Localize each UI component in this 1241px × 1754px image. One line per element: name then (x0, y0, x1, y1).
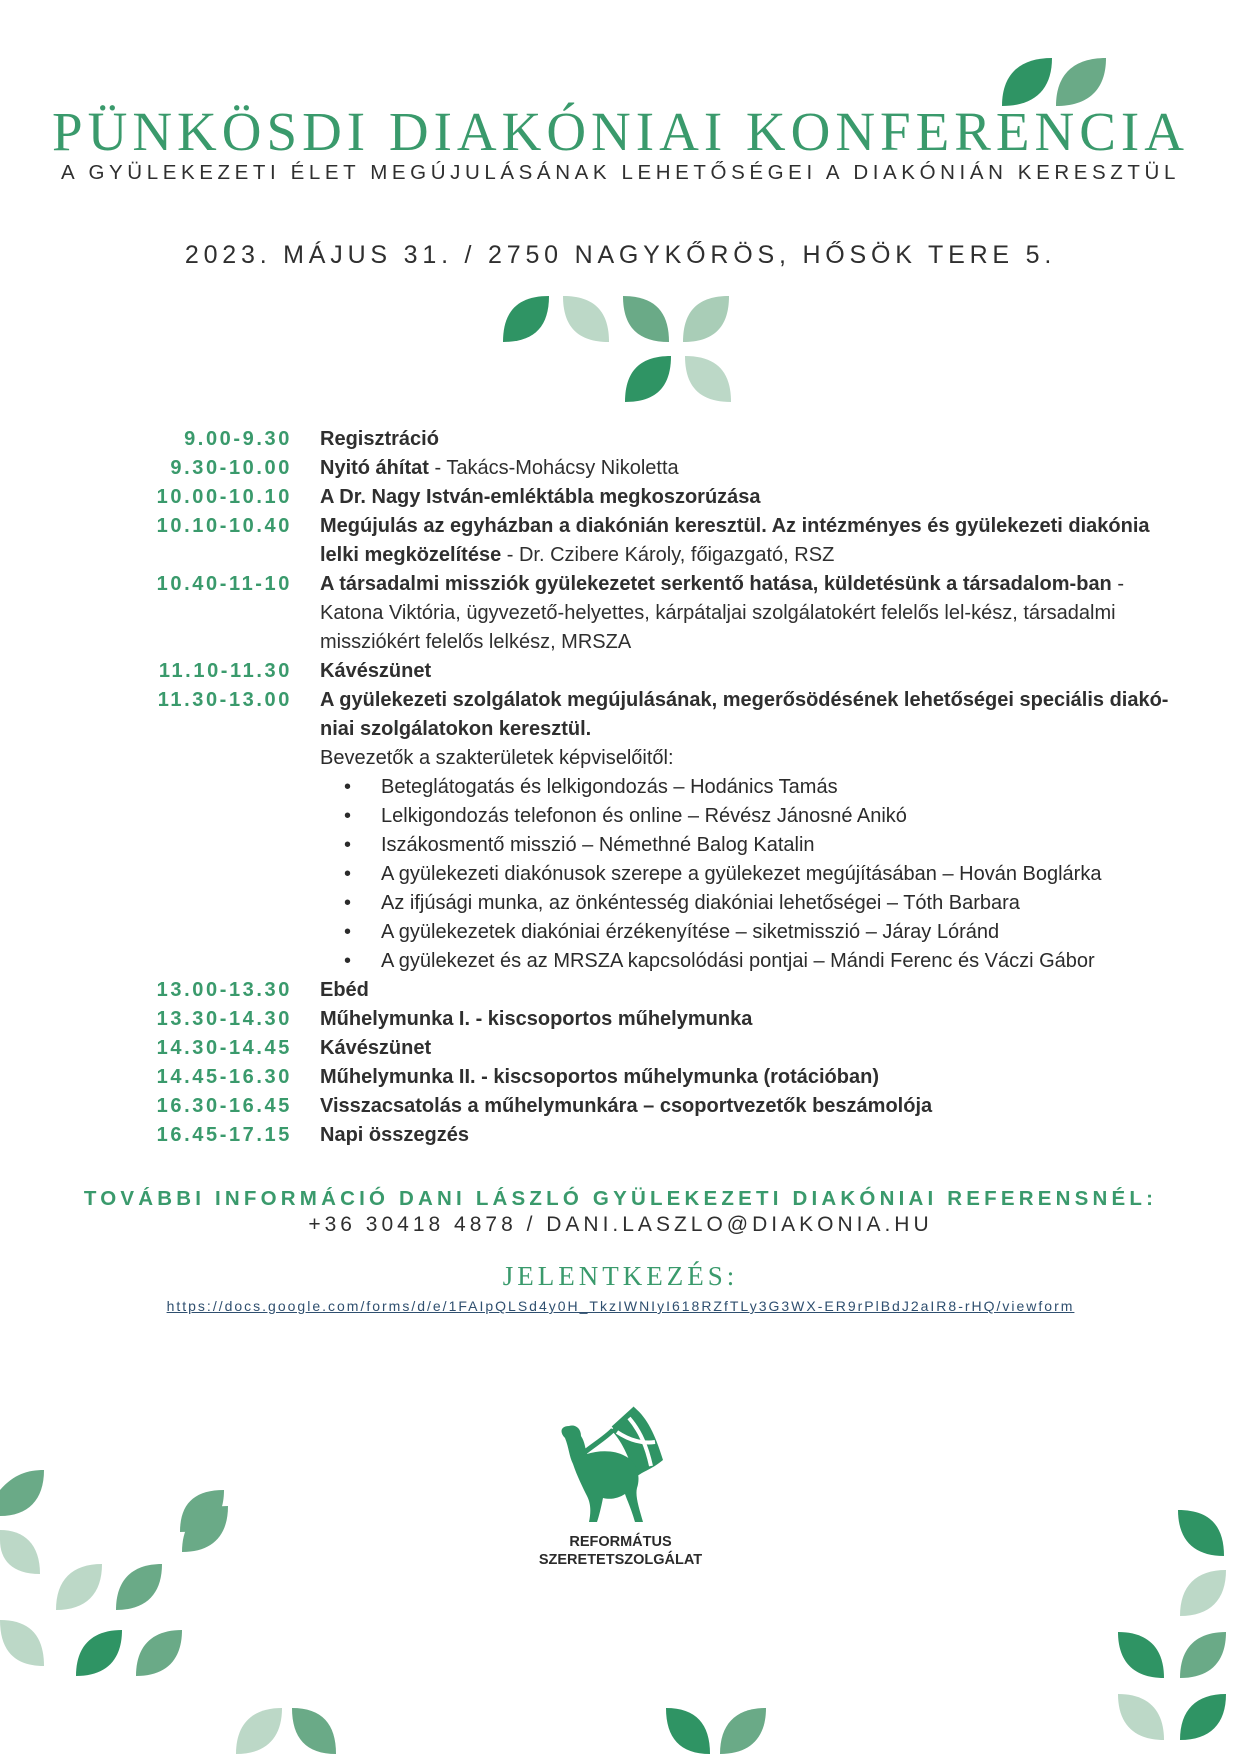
schedule-row (130, 657, 1180, 686)
session-speaker: - Takács-Mohácsy Nikoletta (428, 457, 679, 479)
schedule-row (130, 425, 1180, 454)
schedule-time: 13.00-13.30 (156, 979, 292, 1001)
org-name-line1: REFORMÁTUS (569, 1534, 672, 1550)
intro-text: Bevezetők a szakterületek képviselőitől: (320, 747, 674, 769)
schedule-description (292, 976, 1180, 1005)
registration-label: JELENTKEZÉS: (502, 1261, 739, 1291)
schedule-time: 10.00-10.10 (156, 486, 292, 508)
schedule-description (292, 483, 1180, 512)
schedule-description (292, 1092, 1180, 1121)
session-title: Napi összegzés (320, 1124, 469, 1146)
list-item (130, 802, 1180, 831)
info-heading: TOVÁBBI INFORMÁCIÓ DANI LÁSZLÓ GYÜLEKEZETI DIAKÓNIAI REFERENSNÉL: (83, 1187, 1158, 1210)
list-item (130, 831, 1180, 860)
session-title: A gyülekezeti szolgálatok megújulásának, megerősödésének lehetőségei speciális diakó-niai szolgálatokon keresztül. (320, 689, 1169, 740)
schedule-time: 14.45-16.30 (156, 1066, 292, 1088)
bullet-icon: • (344, 863, 352, 885)
schedule-time: 9.00-9.30 (184, 428, 292, 450)
program-schedule (130, 425, 1180, 1150)
list-item (130, 947, 1180, 976)
schedule-row (130, 976, 1180, 1005)
list-item-text: A gyülekezeti diakónusok szerepe a gyülekezet megújításában – Hován Boglárka (381, 863, 1102, 885)
registration-link[interactable]: https://docs.google.com/forms/d/e/1FAIpQLSd4y0H_TkzIWNIyI618RZfTLy3G3WX-ER9rPlBdJ2aIR8-rHQ/viewform (166, 1298, 1075, 1314)
list-item (130, 889, 1180, 918)
contact-line: +36 30418 4878 / DANI.LASZLO@DIAKONIA.HU (308, 1213, 933, 1236)
schedule-time: 11.10-11.30 (158, 660, 292, 682)
schedule-row (130, 454, 1180, 483)
schedule-row (130, 483, 1180, 512)
schedule-description (292, 454, 1180, 483)
schedule-time: 10.10-10.40 (156, 515, 292, 537)
session-title: A Dr. Nagy István-emléktábla megkoszorúzása (320, 486, 761, 508)
leaf-decoration-bottom-right (1118, 1510, 1241, 1754)
schedule-time: 16.30-16.45 (156, 1095, 292, 1117)
schedule-row (130, 570, 1180, 657)
schedule-row (130, 1121, 1180, 1150)
session-speaker: - Dr. Czibere Károly, főigazgató, RSZ (501, 544, 835, 566)
list-item-text: A gyülekezet és az MRSZA kapcsolódási pontjai – Mándi Ferenc és Váczi Gábor (381, 950, 1095, 972)
schedule-row (130, 1034, 1180, 1063)
lamb-with-flag-logo (555, 1404, 685, 1530)
date-location: 2023. MÁJUS 31. / 2750 NAGYKŐRÖS, HŐSÖK TERE 5. (184, 241, 1057, 269)
session-speaker: - Katona Viktória, ügyvezető-helyettes, kárpátaljai szolgálatokért felelős lel-kész, társadalmi missziókért felelős lelkész, MRSZA (320, 573, 1124, 653)
session-title: Visszacsatolás a műhelymunkára – csoportvezetők beszámolója (320, 1095, 933, 1117)
schedule-time: 14.30-14.45 (156, 1037, 292, 1059)
list-item (130, 918, 1180, 947)
schedule-description (292, 1005, 1180, 1034)
schedule-time: 13.30-14.30 (156, 1008, 292, 1030)
list-item (130, 773, 1180, 802)
org-name-line2: SZERETETSZOLGÁLAT (538, 1552, 703, 1568)
schedule-description (292, 570, 1180, 657)
session-title: Ebéd (320, 979, 369, 1001)
session-title: Műhelymunka I. - kiscsoportos műhelymunka (320, 1008, 753, 1030)
schedule-row (130, 686, 1180, 744)
list-item (130, 860, 1180, 889)
bullet-icon: • (344, 776, 352, 798)
schedule-row (130, 1005, 1180, 1034)
session-title: A társadalmi missziók gyülekezetet serkentő hatása, küldetésünk a társadalom-ban (320, 573, 1112, 595)
schedule-time: 11.30-13.00 (157, 689, 292, 711)
session-title: Kávészünet (320, 660, 432, 682)
schedule-row (130, 1063, 1180, 1092)
list-item-text: Beteglátogatás és lelkigondozás – Hodánics Tamás (381, 776, 838, 798)
bullet-icon: • (344, 805, 352, 827)
session-title: Műhelymunka II. - kiscsoportos műhelymunka (rotációban) (320, 1066, 879, 1088)
leaf-decoration-center (503, 296, 733, 402)
session-title: Megújulás az egyházban a diakónián keresztül. Az intézményes és gyülekezeti diakónia lelki megközelítése (320, 515, 1150, 566)
schedule-time: 10.40-11-10 (156, 573, 292, 595)
schedule-description (292, 686, 1180, 744)
page-title: PÜNKÖSDI DIAKÓNIAI KONFERENCIA (52, 101, 1189, 162)
leaf-decoration-bottom-center (236, 1700, 776, 1754)
bullet-icon: • (344, 921, 352, 943)
schedule-description (292, 512, 1180, 570)
schedule-description (292, 425, 1180, 454)
list-item-text: Iszákosmentő misszió – Némethné Balog Katalin (381, 834, 815, 856)
session-title: Nyitó áhítat (320, 457, 429, 479)
schedule-row (130, 1092, 1180, 1121)
bullet-icon: • (344, 950, 352, 972)
schedule-description (292, 1063, 1180, 1092)
session-title: Kávészünet (320, 1037, 432, 1059)
schedule-row (130, 512, 1180, 570)
list-item-text: A gyülekezetek diakóniai érzékenyítése – siketmisszió – Járay Lóránd (381, 921, 1000, 943)
leaf-decoration-bottom-left (0, 1470, 230, 1754)
list-item-text: Lelkigondozás telefonon és online – Révész Jánosné Anikó (381, 805, 907, 827)
schedule-description (292, 657, 1180, 686)
page-subtitle: A GYÜLEKEZETI ÉLET MEGÚJULÁSÁNAK LEHETŐSÉGEI A DIAKÓNIÁN KERESZTÜL (61, 161, 1180, 184)
schedule-description (292, 1121, 1180, 1150)
list-item-text: Az ifjúsági munka, az önkéntesség diakóniai lehetőségei – Tóth Barbara (381, 892, 1020, 914)
schedule-description (292, 1034, 1180, 1063)
bullet-icon: • (344, 834, 352, 856)
schedule-time: 9.30-10.00 (170, 457, 292, 479)
session-title: Regisztráció (320, 428, 439, 450)
schedule-time: 16.45-17.15 (156, 1124, 292, 1146)
bullet-icon: • (344, 892, 352, 914)
